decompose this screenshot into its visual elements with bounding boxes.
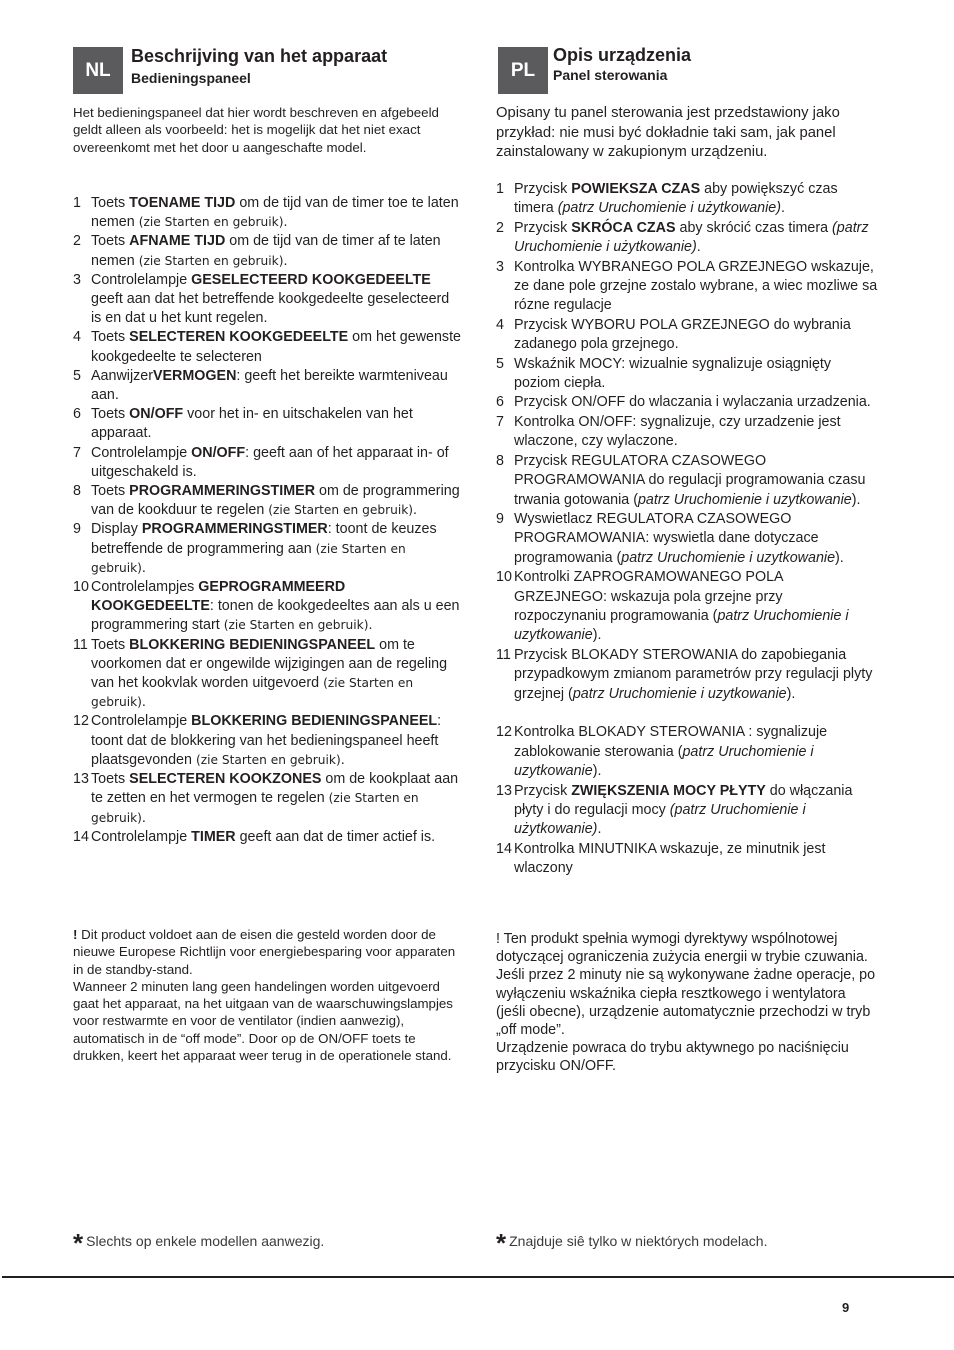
list-item: [73, 232, 461, 270]
note-text-pl: ! Ten produkt spełnia wymogi dyrektywy wspólnotowej dotyczącej ograniczenia zużycia energii w trybie czuwania.: [496, 931, 868, 966]
item-number: 11: [73, 636, 88, 653]
item-text: Controlelampjes GEPROGRAMMEERD KOOKGEDEELTE: tonen de kookgedeeltes aan als u een programmering start (zie Starten en gebruik).: [91, 579, 460, 634]
item-text: Toets TOENAME TIJD om de tijd van de timer toe te laten nemen (zie Starten en gebruik).: [91, 195, 459, 231]
item-number: 3: [73, 271, 81, 288]
item-list-nl: [73, 194, 461, 847]
section-subtitle-pl: Panel sterowania: [553, 67, 668, 83]
item-number: 9: [73, 521, 81, 538]
item-number: 10: [73, 579, 89, 596]
item-text: Wskaźnik MOCY: wizualnie sygnalizuje osiągnięty poziom ciepła.: [514, 355, 832, 392]
item-number: 6: [496, 394, 504, 411]
item-text: Przycisk WYBORU POLA GRZEJNEGO do wybrania zadanego pola grzejnego.: [514, 316, 851, 353]
list-item: [496, 258, 878, 316]
item-number: 11: [496, 646, 511, 663]
item-number: 13: [73, 771, 89, 788]
list-item: [73, 271, 461, 329]
item-number: 5: [73, 367, 81, 384]
item-text: Kontrolka ON/OFF: sygnalizuje, czy urzadzenie jest wlaczone, czy wylaczone.: [514, 413, 841, 450]
list-item: [496, 393, 878, 412]
item-text: Display PROGRAMMERINGSTIMER: toont de keuzes betreffende de programmering aan (zie Starten en gebruik).: [91, 521, 437, 576]
list-item: [496, 219, 878, 258]
item-number: 8: [496, 452, 504, 469]
item-text: Kontrolki ZAPROGRAMOWANEGO POLA GRZEJNEGO: wskazuja pola grzejne przy rozpoczynaniu programowania (patrz Uruchomienie i uzytkowanie).: [514, 569, 849, 644]
list-item: [496, 646, 878, 704]
footnote-text-pl: Znajduje siê tylko w niektórych modelach.: [509, 1233, 768, 1249]
list-item: [73, 367, 461, 405]
item-number: 5: [496, 355, 504, 372]
asterisk-icon: *: [496, 1228, 507, 1258]
list-item: [496, 782, 878, 840]
footnote-text-nl: Slechts op enkele modellen aanwezig.: [86, 1233, 325, 1249]
section-subtitle-nl: Bedieningspaneel: [131, 70, 251, 86]
note-text-nl: Dit product voldoet aan de eisen die gesteld worden door de nieuwe Europese Richtlijn voor energiebesparing voor apparaten in de standby-stand.: [73, 927, 456, 977]
note-text-pl-3: Urządzenie powraca do trybu aktywnego po naciśnięciu przycisku ON/OFF.: [496, 1040, 849, 1075]
item-text: Toets BLOKKERING BEDIENINGSPANEEL om te voorkomen dat er ongewilde wijzigingen aan de regeling van het kookvlak worden uitgevoerd (zie Starten en gebruik).: [91, 636, 448, 711]
footnote-pl: [496, 1228, 767, 1259]
intro-text-pl: Opisany tu panel sterowania jest przedstawiony jako przykład: nie musi być dokładnie taki sam, jak panel zainstalowany w zakupionym urządzeniu.: [496, 105, 840, 160]
item-text: Przycisk REGULATORA CZASOWEGO PROGRAMOWANIA do regulacji programowania czasu trwania gotowania (patrz Uruchomienie i uzytkowanie).: [514, 452, 866, 508]
item-number: 2: [73, 233, 81, 250]
list-item: [496, 452, 878, 510]
item-number: 8: [73, 483, 81, 500]
list-item: [496, 840, 878, 879]
item-text: Controlelampje TIMER geeft aan dat de timer actief is.: [91, 828, 436, 845]
item-text: Przycisk ON/OFF do wlaczania i wylaczania urzadzenia.: [514, 394, 871, 411]
item-text: Przycisk ZWIĘKSZENIA MOCY PŁYTY do włączania płyty i do regulacji mocy (patrz Uruchomienie i użytkowanie).: [514, 782, 853, 838]
item-number: 1: [496, 181, 504, 197]
item-text: Wyswietlacz REGULATORA CZASOWEGO PROGRAMOWANIA: wyswietla dane dotyczace programowania (patrz Uruchomienie i uzytkowanie).: [514, 510, 844, 566]
language-badge-pl: PL: [498, 47, 548, 94]
list-item: [496, 568, 878, 646]
item-text: Toets PROGRAMMERINGSTIMER om de programmering van de kookduur te regelen (zie Starten en gebruik).: [91, 483, 460, 519]
item-number: 2: [496, 219, 504, 236]
list-item: [496, 510, 878, 568]
item-number: 10: [496, 569, 512, 586]
footnote-nl: [73, 1228, 324, 1259]
item-text: AanwijzerVERMOGEN: geeft het bereikte warmteniveau aan.: [91, 367, 448, 404]
item-text: Przycisk SKRÓCA CZAS aby skrócić czas timera (patrz Uruchomienie i użytkowanie).: [514, 219, 869, 256]
intro-text-nl: Het bedieningspaneel dat hier wordt beschreven en afgebeeld geldt alleen als voorbeeld: het is mogelijk dat het niet exact overeenkomt met het door u aangeschafte model.: [73, 105, 439, 155]
footer-divider: [2, 1276, 954, 1278]
item-number: 4: [73, 329, 81, 346]
item-text: Kontrolka BLOKADY STEROWANIA : sygnalizuje zablokowanie sterowania (patrz Uruchomienie i uzytkowanie).: [514, 724, 828, 780]
warning-mark-nl: !: [73, 927, 78, 942]
list-item: [73, 636, 461, 713]
item-list-pl: [496, 180, 878, 879]
item-number: 13: [496, 782, 512, 799]
item-number: 1: [73, 195, 81, 211]
list-item: [73, 520, 461, 578]
list-item: [73, 770, 461, 828]
item-text: Przycisk POWIEKSZA CZAS aby powiększyć czas timera (patrz Uruchomienie i użytkowanie).: [514, 181, 838, 217]
list-item: [73, 328, 461, 366]
item-number: 12: [73, 713, 89, 730]
list-item: [73, 578, 461, 636]
list-item: [73, 194, 461, 232]
item-text: Controlelampje BLOKKERING BEDIENINGSPANEEL: toont dat de blokkering van het bedieningspaneel heeft plaatsgevonden (zie Starten en gebruik).: [91, 713, 442, 768]
language-badge-nl: NL: [73, 47, 123, 94]
section-title-pl: Opis urządzenia: [553, 45, 692, 65]
item-number: 7: [496, 413, 504, 430]
note-text-nl-2: Wanneer 2 minuten lang geen handelingen worden uitgevoerd gaat het apparaat, na het uitgaan van de waarschuwingslampjes voor restwarmte en voor de ventilator (indien aanwezig), automatisch in de “off mode”. Door op de ON/OFF toets te drukken, keert het apparaat weer terug in de operationele stand.: [73, 978, 453, 1064]
note-text-pl-2: Jeśli przez 2 minuty nie są wykonywane żadne operacje, po wyłączeniu wskaźnika ciepła resztkowego i wentylatora (jeśli obecne), urządzenie automatycznie przechodzi w tryb „off mode”.: [496, 967, 876, 1039]
list-item: [73, 828, 461, 847]
item-text: Toets SELECTEREN KOOKZONES om de kookplaat aan te zetten en het vermogen te regelen (zie Starten en gebruik).: [91, 771, 459, 826]
item-number: 6: [73, 406, 81, 423]
list-item: [73, 482, 461, 520]
item-text: Controlelampje ON/OFF: geeft aan of het apparaat in- of uitgeschakeld is.: [91, 444, 449, 480]
list-item: [73, 712, 461, 770]
list-item: [73, 444, 461, 482]
note-pl: [496, 930, 878, 1076]
list-item: [73, 405, 461, 443]
list-item: [496, 723, 878, 781]
item-number: 4: [496, 316, 504, 333]
item-text: Toets SELECTEREN KOOKGEDEELTE om het gewenste kookgedeelte te selecteren: [91, 329, 461, 365]
asterisk-icon: *: [73, 1228, 84, 1258]
item-text: Toets ON/OFF voor het in- en uitschakelen van het apparaat.: [91, 406, 413, 442]
page-number: 9: [842, 1300, 850, 1315]
item-text: Toets AFNAME TIJD om de tijd van de timer af te laten nemen (zie Starten en gebruik).: [91, 233, 441, 269]
section-title-nl: Beschrijving van het apparaat: [131, 46, 388, 66]
item-number: 9: [496, 510, 504, 527]
item-number: 12: [496, 724, 512, 741]
item-number: 3: [496, 258, 504, 275]
item-text: Przycisk BLOKADY STEROWANIA do zapobiegania przypadkowym zmianom parametrów przy regulacji plyty grzejnej (patrz Uruchomienie i uzytkowanie).: [514, 646, 873, 702]
note-nl: [73, 926, 461, 1064]
item-text: Kontrolka MINUTNIKA wskazuje, ze minutnik jest wlaczony: [514, 840, 826, 877]
list-item: [496, 180, 878, 219]
item-number: 14: [496, 840, 512, 857]
item-text: Controlelampje GESELECTEERD KOOKGEDEELTE geeft aan dat het betreffende kookgedeelte geselecteerd is en dat u het kunt regelen.: [91, 271, 450, 327]
item-number: 14: [73, 828, 89, 845]
list-item: [496, 316, 878, 355]
list-item: [496, 355, 878, 394]
list-item: [496, 413, 878, 452]
item-text: Kontrolka WYBRANEGO POLA GRZEJNEGO wskazuje, ze dane pole grzejne zostalo wybrane, a wiec mozliwe sa rózne regulacje: [514, 258, 878, 314]
item-number: 7: [73, 444, 81, 461]
